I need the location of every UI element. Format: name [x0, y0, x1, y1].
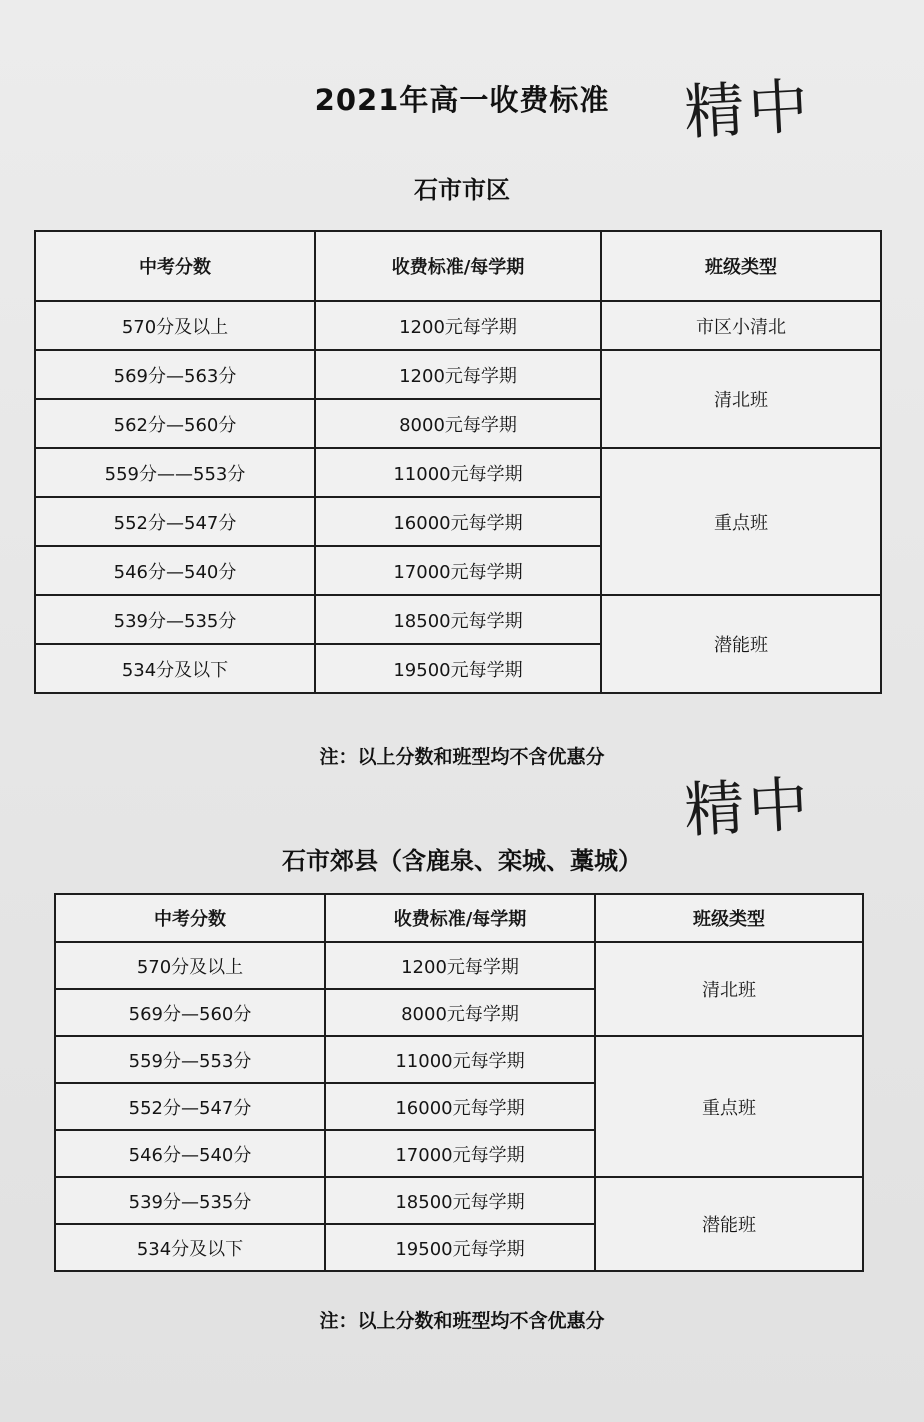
score-cell: 570分及以上: [55, 942, 325, 989]
fee-cell: 18500元每学期: [325, 1177, 595, 1224]
class-type-cell: 重点班: [601, 448, 881, 595]
score-cell: 570分及以上: [35, 301, 315, 350]
fee-table-urban: [34, 230, 882, 694]
fee-cell: 16000元每学期: [315, 497, 601, 546]
class-type-cell: 潜能班: [601, 595, 881, 693]
fee-cell: 11000元每学期: [315, 448, 601, 497]
fee-cell: 19500元每学期: [315, 644, 601, 693]
fee-table-suburban: [54, 893, 864, 1272]
table-row: [35, 301, 881, 350]
score-cell: 569分—563分: [35, 350, 315, 399]
class-type-cell: 清北班: [595, 942, 863, 1036]
table-row: [35, 350, 881, 399]
score-cell: 539分—535分: [35, 595, 315, 644]
footnote-urban: 注：以上分数和班型均不含优惠分: [319, 746, 605, 768]
handwritten-mark-top: 精中: [682, 71, 815, 149]
class-type-cell: 重点班: [595, 1036, 863, 1177]
table-header-row: [55, 894, 863, 942]
table-row: [55, 1036, 863, 1083]
score-cell: 562分—560分: [35, 399, 315, 448]
fee-cell: 16000元每学期: [325, 1083, 595, 1130]
table-header-row: [35, 231, 881, 301]
fee-cell: 1200元每学期: [315, 301, 601, 350]
column-header-score: 中考分数: [55, 894, 325, 942]
score-cell: 552分—547分: [55, 1083, 325, 1130]
column-header-class-type: 班级类型: [595, 894, 863, 942]
fee-cell: 1200元每学期: [315, 350, 601, 399]
score-cell: 546分—540分: [35, 546, 315, 595]
section-heading-urban: 石市市区: [414, 176, 510, 204]
handwritten-mark-bottom: 精中: [682, 769, 815, 847]
column-header-class-type: 班级类型: [601, 231, 881, 301]
score-cell: 534分及以下: [35, 644, 315, 693]
fee-cell: 1200元每学期: [325, 942, 595, 989]
fee-cell: 8000元每学期: [315, 399, 601, 448]
column-header-score: 中考分数: [35, 231, 315, 301]
fee-cell: 18500元每学期: [315, 595, 601, 644]
section-heading-suburban: 石市郊县（含鹿泉、栾城、藁城）: [282, 847, 642, 875]
score-cell: 569分—560分: [55, 989, 325, 1036]
document-title: 2021年高一收费标准: [314, 83, 610, 117]
table-row: [55, 942, 863, 989]
table-row: [35, 448, 881, 497]
class-type-cell: 潜能班: [595, 1177, 863, 1271]
score-cell: 552分—547分: [35, 497, 315, 546]
fee-cell: 17000元每学期: [325, 1130, 595, 1177]
footnote-suburban: 注：以上分数和班型均不含优惠分: [319, 1310, 605, 1332]
column-header-fee: 收费标准/每学期: [315, 231, 601, 301]
table-row: [55, 1177, 863, 1224]
column-header-fee: 收费标准/每学期: [325, 894, 595, 942]
class-type-cell: 清北班: [601, 350, 881, 448]
score-cell: 534分及以下: [55, 1224, 325, 1271]
table-row: [35, 595, 881, 644]
fee-cell: 19500元每学期: [325, 1224, 595, 1271]
score-cell: 559分—553分: [55, 1036, 325, 1083]
score-cell: 539分—535分: [55, 1177, 325, 1224]
fee-cell: 11000元每学期: [325, 1036, 595, 1083]
fee-cell: 17000元每学期: [315, 546, 601, 595]
fee-cell: 8000元每学期: [325, 989, 595, 1036]
class-type-cell: 市区小清北: [601, 301, 881, 350]
score-cell: 559分——553分: [35, 448, 315, 497]
score-cell: 546分—540分: [55, 1130, 325, 1177]
